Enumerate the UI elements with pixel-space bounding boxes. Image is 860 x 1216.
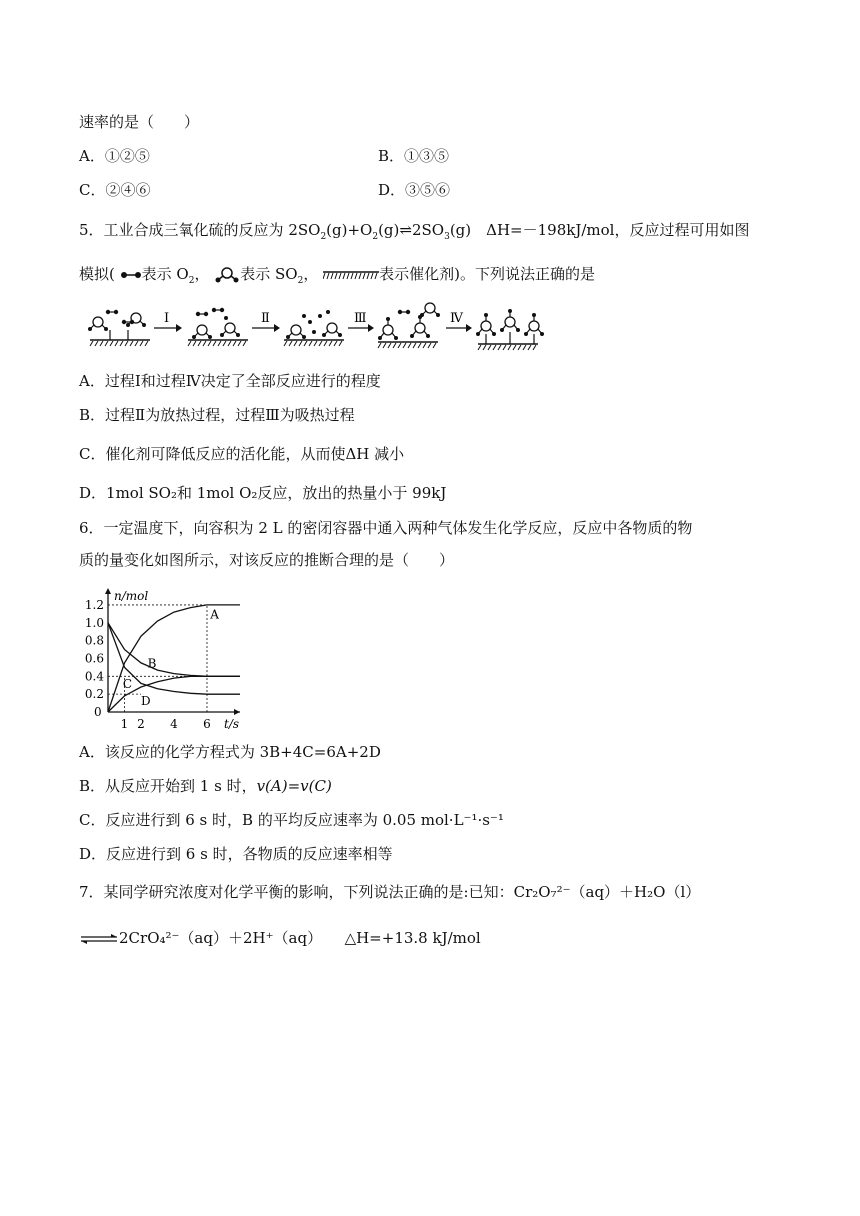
x-axis-label: t/s xyxy=(224,717,240,731)
q6-option-b: B．从反应开始到 1 s 时，v(A)=v(C) xyxy=(79,777,332,795)
q6-stem-line1: 6．一定温度下，向容积为 2 L 的密闭容器中通入两种气体发生化学反应，反应中各物质的物 xyxy=(79,519,693,537)
step-label-4: Ⅳ xyxy=(450,311,463,326)
step-label-3: Ⅲ xyxy=(354,311,367,326)
q5-option-a: A．过程Ⅰ和过程Ⅳ决定了全部反应进行的程度 xyxy=(79,372,381,390)
q6-option-d: D．反应进行到 6 s 时，各物质的反应速率相等 xyxy=(79,845,393,863)
series-c-label: C xyxy=(122,676,133,691)
x-tick-label: 6 xyxy=(203,717,211,731)
q5-stem-line1: 5．工业合成三氧化硫的反应为 $2SO_2(g)+O_2(g)\rightleftharpoons 2SO_3(g)$ ΔH=－198kJ/mol，反应过程可用如图 xyxy=(79,221,750,242)
y-tick-label: 0.6 xyxy=(84,651,104,666)
q6-option-a: A．该反应的化学方程式为 3B+4C=6A+2D xyxy=(79,743,381,761)
so2-molecule-icon xyxy=(214,267,240,283)
q5-option-b: B．过程Ⅱ为放热过程，过程Ⅲ为吸热过程 xyxy=(79,406,355,424)
y-tick-label: 1.2 xyxy=(84,597,104,612)
step-label-1: Ⅰ xyxy=(164,311,170,326)
y-tick-label: 0.2 xyxy=(84,687,104,702)
q4-tail: 速率的是（ ） xyxy=(79,113,200,131)
o2-molecule-icon xyxy=(120,270,142,280)
catalyst-surface-icon xyxy=(323,270,379,280)
q6-option-b-equation: v(A)=v(C) xyxy=(256,777,332,795)
q5-stem-line2: 模拟( 表示 $O_2$， 表示 $SO_2$， 表示催化剂)。下列说法正确的是 xyxy=(79,265,595,286)
series-b-label: B xyxy=(147,656,157,671)
y-tick-label: 0.8 xyxy=(84,633,104,648)
mole-time-chart xyxy=(76,586,246,736)
y-tick-label: 0.4 xyxy=(84,669,104,684)
q6-stem-line2: 质的量变化如图所示，对该反应的推断合理的是（ ） xyxy=(79,551,455,569)
q4-option-b: B．①③⑤ xyxy=(378,147,450,165)
reaction-process-diagram xyxy=(84,302,554,352)
y-axis-label: n/mol xyxy=(114,589,149,603)
q7-stem-line1: 7．某同学研究浓度对化学平衡的影响，下列说法正确的是:已知：Cr₂O₇²⁻（aq）＋H₂O（l） xyxy=(79,883,701,901)
q5-option-d: D．1mol SO₂和 1mol O₂反应，放出的热量小于 99kJ xyxy=(79,484,447,502)
q4-option-d: D．③⑤⑥ xyxy=(378,181,451,199)
equilibrium-arrow-icon xyxy=(79,933,119,945)
q6-option-c: C．反应进行到 6 s 时，B 的平均反应速率为 0.05 mol·L⁻¹·s⁻¹ xyxy=(79,811,504,829)
y-axis-arrow xyxy=(105,588,111,594)
x-axis-arrow xyxy=(234,709,240,715)
series-d-label: D xyxy=(141,693,151,708)
q4-option-a: A．①②⑤ xyxy=(79,147,150,165)
x-tick-label: 4 xyxy=(170,717,178,731)
series-a-line xyxy=(108,605,240,712)
y-tick-label: 1.0 xyxy=(84,615,104,630)
series-b-line xyxy=(108,623,240,677)
q4-option-c: C．②④⑥ xyxy=(79,181,151,199)
x-tick-label: 2 xyxy=(137,717,145,731)
origin-label: 0 xyxy=(94,705,102,719)
series-a-label: A xyxy=(210,607,219,622)
q5-option-c: C．催化剂可降低反应的活化能，从而使ΔH 减小 xyxy=(79,445,405,463)
step-label-2: Ⅱ xyxy=(261,311,270,326)
q7-stem-line2: 2CrO₄²⁻（aq）＋2H⁺（aq） △H=+13.8 kJ/mol xyxy=(79,928,481,948)
x-tick-label: 1 xyxy=(120,717,129,731)
